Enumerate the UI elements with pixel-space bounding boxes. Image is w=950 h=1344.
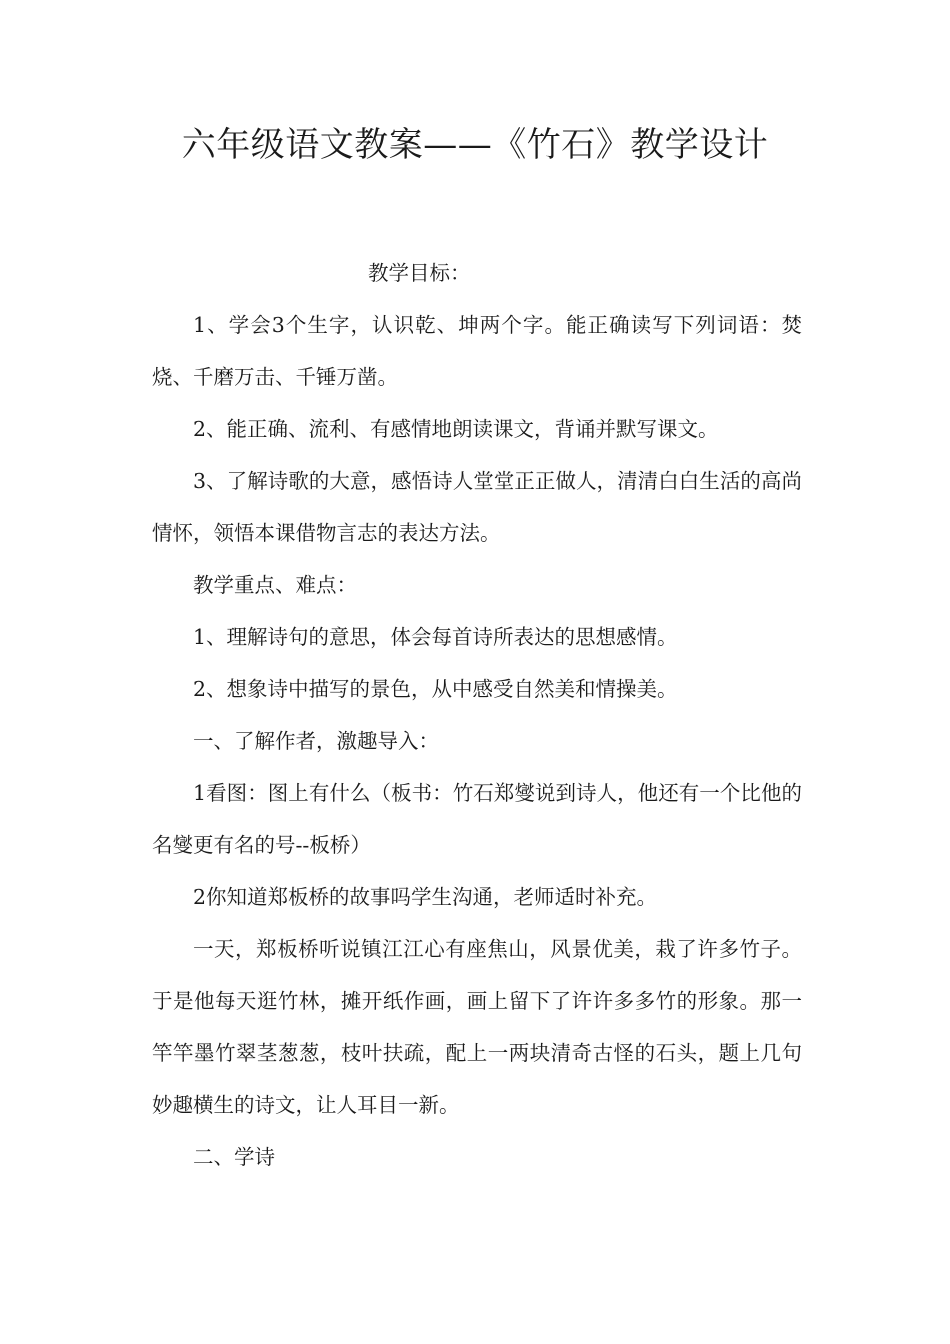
section-heading: 一、了解作者，激趣导入： [193,729,439,753]
keypoints-heading: 教学重点、难点： [193,573,357,597]
section-heading: 二、学诗 [193,1145,275,1169]
document-body [152,247,802,1183]
paragraph: 一天，郑板桥听说镇江江心有座焦山，风景优美，栽了许多竹子。于是他每天逛竹林，摊开纸作画，画上留下了许许多多竹的形象。那一竿竿墨竹翠茎葱葱，枝叶扶疏，配上一两块清奇古怪的石头，题上几句妙趣横生的诗文，让人耳目一新。 [152,937,802,1117]
keypoint-item: 2、想象诗中描写的景色，从中感受自然美和情操美。 [193,677,678,701]
keypoint-item: 1、理解诗句的意思，体会每首诗所表达的思想感情。 [193,625,678,649]
objective-item: 1、学会3个生字，认识乾、坤两个字。能正确读写下列词语：焚烧、千磨万击、千锤万凿。 [152,313,802,389]
paragraph: 1看图：图上有什么（板书：竹石郑燮说到诗人，他还有一个比他的名燮更有名的号--板桥） [152,781,802,857]
objective-item: 3、了解诗歌的大意，感悟诗人堂堂正正做人，清清白白生活的高尚情怀，领悟本课借物言志的表达方法。 [152,469,802,545]
objectives-heading: 教学目标： [368,261,471,285]
document-title: 六年级语文教案——《竹石》教学设计 [181,125,769,165]
objective-item: 2、能正确、流利、有感情地朗读课文，背诵并默写课文。 [193,417,719,441]
paragraph: 2你知道郑板桥的故事吗学生沟通，老师适时补充。 [193,885,658,909]
